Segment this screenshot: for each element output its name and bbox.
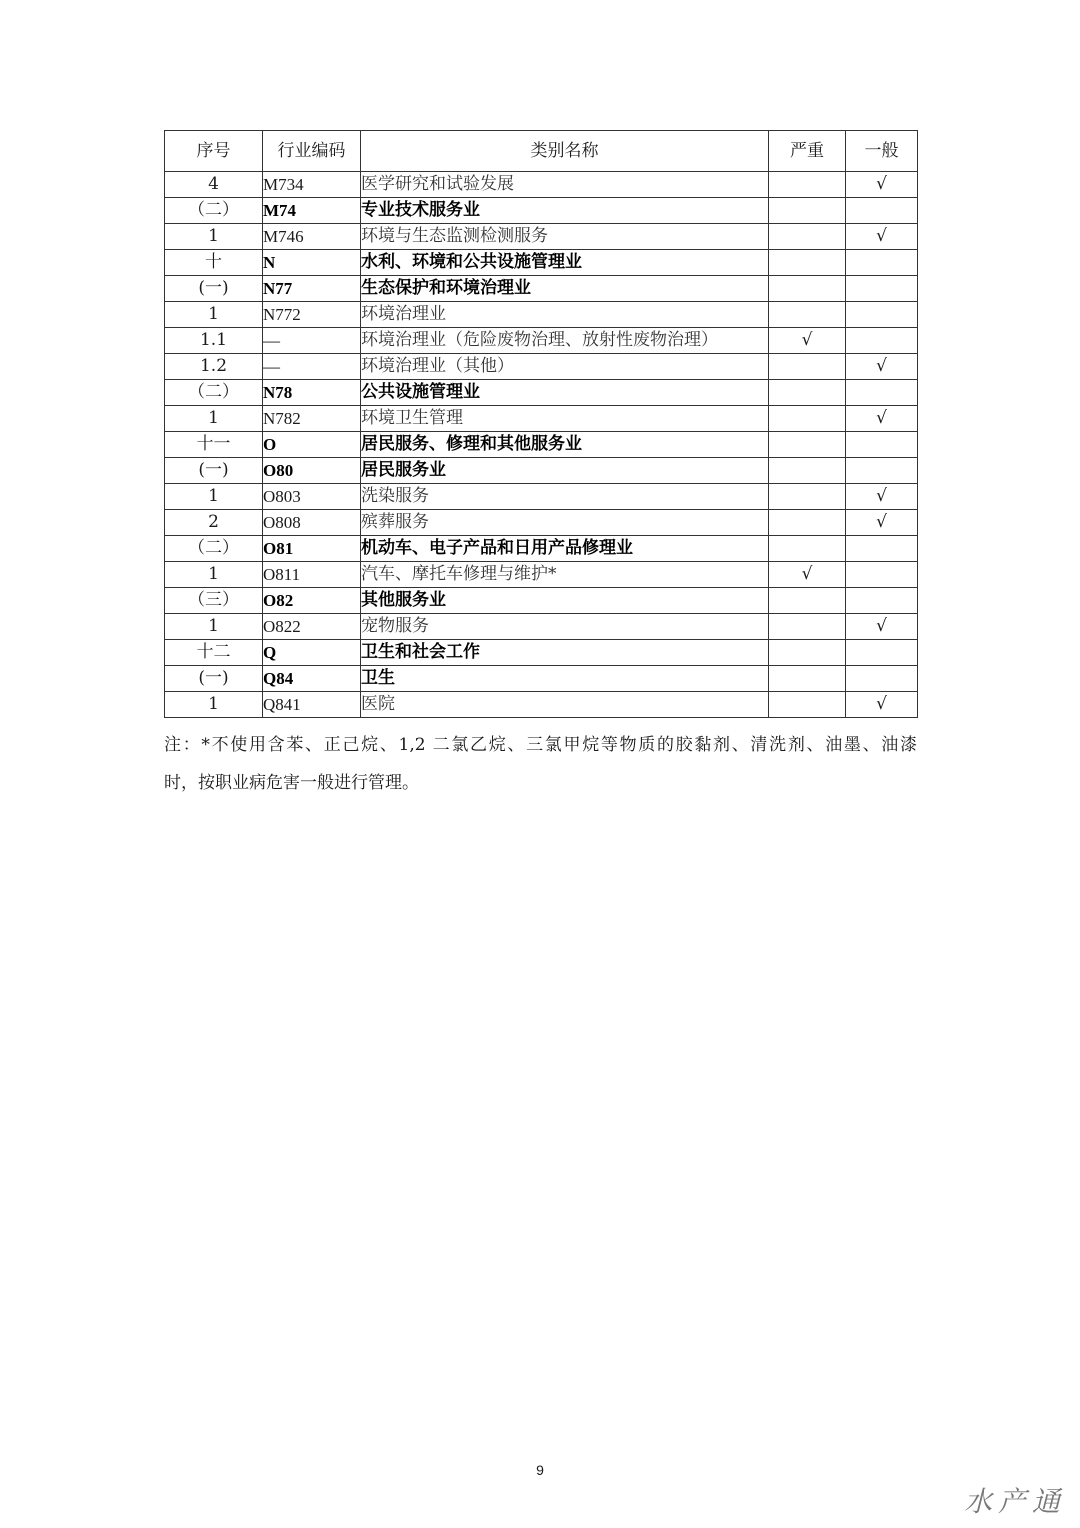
- cell-name: 水利、环境和公共设施管理业: [361, 250, 769, 276]
- cell-name: 环境治理业（危险废物治理、放射性废物治理）: [361, 328, 769, 354]
- cell-serious: [769, 458, 846, 484]
- cell-serious: [769, 172, 846, 198]
- cell-general: [846, 432, 918, 458]
- cell-code: O811: [263, 562, 361, 588]
- cell-name: 卫生和社会工作: [361, 640, 769, 666]
- cell-seq: 4: [165, 172, 263, 198]
- page-number: 9: [536, 1462, 544, 1478]
- cell-name: 居民服务业: [361, 458, 769, 484]
- cell-general: √: [846, 510, 918, 536]
- cell-general: √: [846, 692, 918, 718]
- footnote-line-2: 时，按职业病危害一般进行管理。: [164, 773, 419, 793]
- header-seq: 序号: [165, 131, 263, 172]
- cell-serious: [769, 432, 846, 458]
- header-name: 类别名称: [361, 131, 769, 172]
- cell-seq: (一): [165, 458, 263, 484]
- cell-serious: [769, 484, 846, 510]
- cell-serious: [769, 666, 846, 692]
- cell-general: [846, 380, 918, 406]
- cell-general: [846, 250, 918, 276]
- cell-serious: [769, 510, 846, 536]
- table-row: [165, 484, 918, 510]
- cell-name: 洗染服务: [361, 484, 769, 510]
- cell-general: √: [846, 224, 918, 250]
- cell-general: [846, 302, 918, 328]
- cell-code: N77: [263, 276, 361, 302]
- cell-name: 医学研究和试验发展: [361, 172, 769, 198]
- cell-code: M746: [263, 224, 361, 250]
- header-code: 行业编码: [263, 131, 361, 172]
- table-row: [165, 562, 918, 588]
- cell-general: [846, 588, 918, 614]
- cell-serious: [769, 536, 846, 562]
- table-row: [165, 250, 918, 276]
- cell-seq: 十二: [165, 640, 263, 666]
- cell-general: [846, 328, 918, 354]
- cell-name: 环境治理业（其他）: [361, 354, 769, 380]
- cell-name: 公共设施管理业: [361, 380, 769, 406]
- cell-general: √: [846, 172, 918, 198]
- cell-general: [846, 276, 918, 302]
- cell-code: N772: [263, 302, 361, 328]
- cell-general: [846, 666, 918, 692]
- cell-code: N: [263, 250, 361, 276]
- cell-serious: [769, 198, 846, 224]
- cell-name: 宠物服务: [361, 614, 769, 640]
- cell-code: —: [263, 328, 361, 354]
- cell-seq: （二）: [165, 198, 263, 224]
- table-row: [165, 328, 918, 354]
- cell-general: [846, 536, 918, 562]
- cell-serious: [769, 692, 846, 718]
- cell-seq: 1: [165, 302, 263, 328]
- cell-general: √: [846, 484, 918, 510]
- cell-code: O82: [263, 588, 361, 614]
- cell-serious: √: [769, 328, 846, 354]
- cell-serious: [769, 276, 846, 302]
- cell-seq: 2: [165, 510, 263, 536]
- cell-seq: 1: [165, 224, 263, 250]
- table-row: [165, 588, 918, 614]
- cell-code: Q84: [263, 666, 361, 692]
- industry-classification-table: [164, 130, 918, 718]
- cell-name: 殡葬服务: [361, 510, 769, 536]
- cell-seq: （二）: [165, 380, 263, 406]
- watermark-logo: 水产通: [963, 1485, 1066, 1518]
- table-row: [165, 198, 918, 224]
- cell-seq: 1: [165, 484, 263, 510]
- cell-seq: （二）: [165, 536, 263, 562]
- cell-serious: [769, 302, 846, 328]
- cell-name: 环境治理业: [361, 302, 769, 328]
- cell-code: O822: [263, 614, 361, 640]
- cell-serious: [769, 354, 846, 380]
- cell-code: N782: [263, 406, 361, 432]
- table-row: [165, 614, 918, 640]
- cell-name: 环境卫生管理: [361, 406, 769, 432]
- cell-serious: [769, 640, 846, 666]
- cell-seq: (一): [165, 666, 263, 692]
- cell-general: [846, 198, 918, 224]
- table-row: [165, 224, 918, 250]
- cell-name: 汽车、摩托车修理与维护*: [361, 562, 769, 588]
- cell-code: O81: [263, 536, 361, 562]
- cell-general: [846, 458, 918, 484]
- cell-code: N78: [263, 380, 361, 406]
- table-row: [165, 172, 918, 198]
- table-row: [165, 432, 918, 458]
- cell-seq: 1: [165, 406, 263, 432]
- cell-seq: 1: [165, 692, 263, 718]
- cell-serious: [769, 224, 846, 250]
- cell-name: 居民服务、修理和其他服务业: [361, 432, 769, 458]
- cell-serious: [769, 380, 846, 406]
- table-row: [165, 380, 918, 406]
- cell-code: Q841: [263, 692, 361, 718]
- cell-code: M734: [263, 172, 361, 198]
- cell-seq: 十: [165, 250, 263, 276]
- table-row: [165, 666, 918, 692]
- cell-name: 其他服务业: [361, 588, 769, 614]
- cell-seq: 1: [165, 614, 263, 640]
- cell-name: 生态保护和环境治理业: [361, 276, 769, 302]
- table-row: [165, 458, 918, 484]
- cell-seq: 1: [165, 562, 263, 588]
- cell-serious: [769, 250, 846, 276]
- cell-general: √: [846, 614, 918, 640]
- cell-seq: （三）: [165, 588, 263, 614]
- cell-code: O803: [263, 484, 361, 510]
- table-row: [165, 536, 918, 562]
- cell-code: O: [263, 432, 361, 458]
- table-row: [165, 302, 918, 328]
- table-row: [165, 406, 918, 432]
- cell-seq: 1.1: [165, 328, 263, 354]
- cell-seq: 1.2: [165, 354, 263, 380]
- cell-seq: 十一: [165, 432, 263, 458]
- table-body: [165, 172, 918, 718]
- cell-code: Q: [263, 640, 361, 666]
- cell-code: —: [263, 354, 361, 380]
- table-row: [165, 640, 918, 666]
- header-general: 一般: [846, 131, 918, 172]
- cell-serious: [769, 588, 846, 614]
- cell-name: 医院: [361, 692, 769, 718]
- cell-name: 机动车、电子产品和日用产品修理业: [361, 536, 769, 562]
- table-header-row: [165, 131, 918, 172]
- cell-general: [846, 640, 918, 666]
- cell-serious: [769, 406, 846, 432]
- cell-name: 环境与生态监测检测服务: [361, 224, 769, 250]
- cell-serious: √: [769, 562, 846, 588]
- cell-code: O808: [263, 510, 361, 536]
- table-row: [165, 510, 918, 536]
- cell-seq: (一): [165, 276, 263, 302]
- table-row: [165, 276, 918, 302]
- cell-serious: [769, 614, 846, 640]
- cell-name: 卫生: [361, 666, 769, 692]
- cell-name: 专业技术服务业: [361, 198, 769, 224]
- table-row: [165, 354, 918, 380]
- header-serious: 严重: [769, 131, 846, 172]
- cell-general: [846, 562, 918, 588]
- footnote-line-1: 注：*不使用含苯、正己烷、1,2 二氯乙烷、三氯甲烷等物质的胶黏剂、清洗剂、油墨、油漆: [164, 735, 917, 755]
- cell-code: M74: [263, 198, 361, 224]
- cell-code: O80: [263, 458, 361, 484]
- table-row: [165, 692, 918, 718]
- cell-general: √: [846, 354, 918, 380]
- cell-general: √: [846, 406, 918, 432]
